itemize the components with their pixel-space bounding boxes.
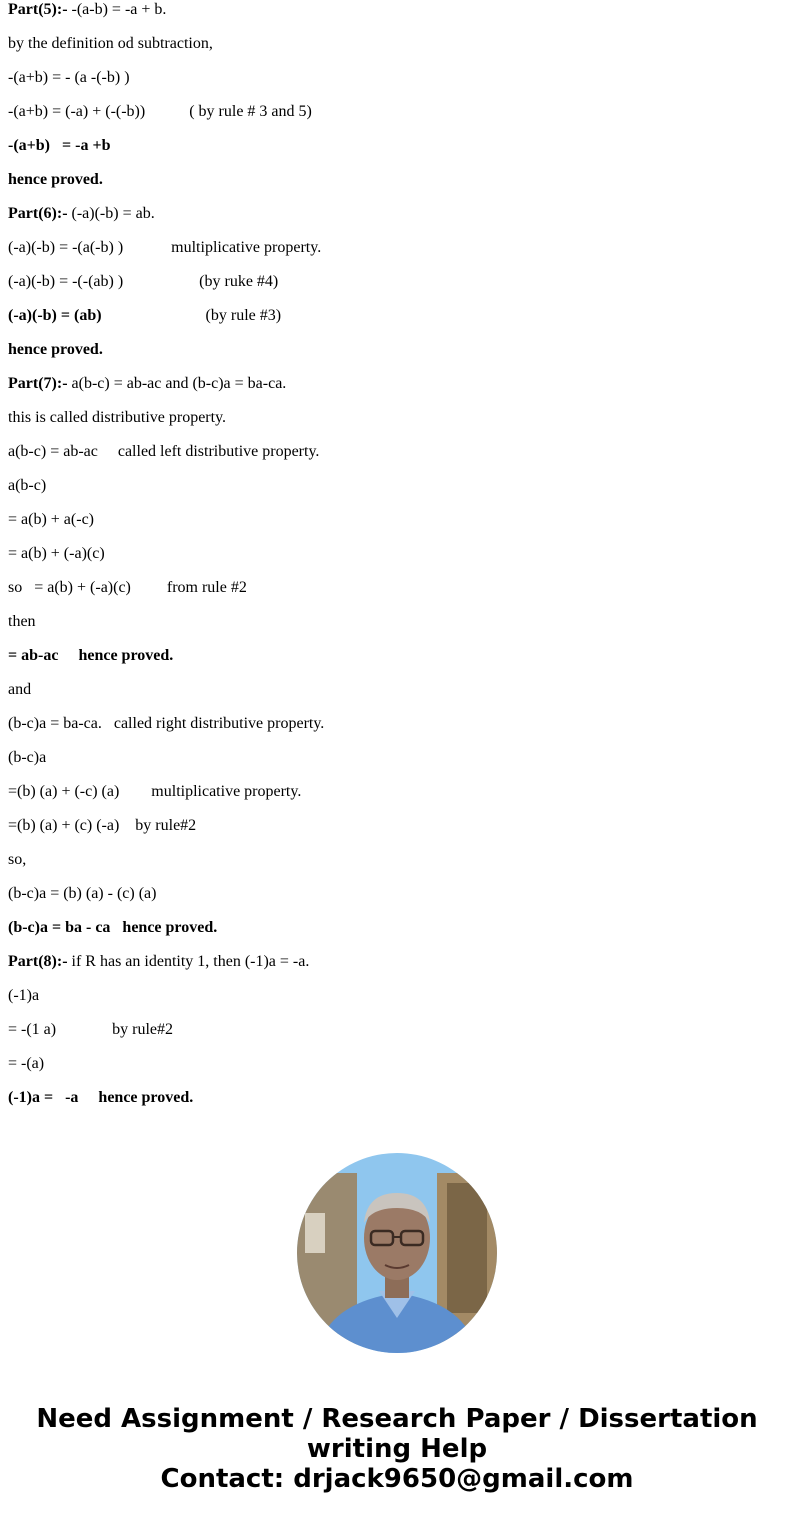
proof-line (8, 136, 768, 170)
proof-line (8, 272, 768, 306)
line-text: = -(a) (8, 1055, 45, 1072)
bold-text: Part(5):- (8, 1, 68, 18)
footer-line-2: writing Help (306, 1434, 488, 1464)
line-text: by the definition od subtraction, (8, 35, 213, 52)
proof-line (8, 748, 768, 782)
bold-text: Part(6):- (8, 205, 68, 222)
proof-line (8, 102, 768, 136)
proof-line (8, 646, 768, 680)
proof-line (8, 782, 768, 816)
line-text: a(b-c) (8, 477, 47, 494)
proof-line (8, 544, 768, 578)
proof-line (8, 918, 768, 952)
line-text: = a(b) + (-a)(c) (8, 545, 105, 562)
proof-line (8, 816, 768, 850)
footer-line-3: Contact: drjack9650@gmail.com (160, 1464, 634, 1494)
line-text: a(b-c) = ab-ac called left distributive property. (8, 443, 320, 460)
line-text: (-a)(-b) = -(-(ab) ) (by ruke #4) (8, 273, 279, 290)
line-text: (-a)(-b) = ab. (67, 205, 155, 222)
line-text: (-a)(-b) = -(a(-b) ) multiplicative property. (8, 239, 322, 256)
bold-text: hence proved. (8, 171, 103, 188)
proof-line (8, 476, 768, 510)
bold-text: (-1)a = -a hence proved. (8, 1089, 194, 1106)
proof-line (8, 1054, 768, 1088)
proof-line (8, 340, 768, 374)
bold-text: (-a)(-b) = (ab) (8, 307, 102, 324)
proof-line (8, 238, 768, 272)
line-text: then (8, 613, 36, 630)
bold-text: Part(8):- (8, 953, 68, 970)
bold-text: Part(7):- (8, 375, 68, 392)
footer-line-1: Need Assignment / Research Paper / Dissertation (36, 1404, 758, 1434)
bold-text: = ab-ac hence proved. (8, 647, 174, 664)
proof-line (8, 612, 768, 646)
proof-line (8, 34, 768, 68)
proof-line (8, 680, 768, 714)
bold-text: -(a+b) = -a +b (8, 137, 111, 154)
line-text: if R has an identity 1, then (-1)a = -a. (67, 953, 310, 970)
proof-line (8, 204, 768, 238)
proof-line (8, 510, 768, 544)
person-portrait-icon (297, 1153, 497, 1353)
line-text: this is called distributive property. (8, 409, 227, 426)
proof-line (8, 714, 768, 748)
line-text: so, (8, 851, 27, 868)
proof-line (8, 0, 768, 34)
line-text: =(b) (a) + (c) (-a) by rule#2 (8, 817, 197, 834)
bold-text: (b-c)a = ba - ca hence proved. (8, 919, 218, 936)
proof-line (8, 170, 768, 204)
proof-line (8, 578, 768, 612)
proof-line (8, 986, 768, 1020)
line-text: -(a-b) = -a + b. (67, 1, 167, 18)
line-text: =(b) (a) + (-c) (a) multiplicative property. (8, 783, 302, 800)
proof-line (8, 408, 768, 442)
line-text: (b-c)a = ba-ca. called right distributive property. (8, 715, 325, 732)
proof-line (8, 442, 768, 476)
line-text: -(a+b) = (-a) + (-(-b)) ( by rule # 3 and 5) (8, 103, 312, 120)
proof-line (8, 374, 768, 408)
document-body (8, 0, 768, 1122)
line-text: and (8, 681, 32, 698)
proof-line (8, 884, 768, 918)
line-text: so = a(b) + (-a)(c) from rule #2 (8, 579, 247, 596)
proof-line (8, 306, 768, 340)
proof-line (8, 850, 768, 884)
proof-line (8, 1020, 768, 1054)
author-photo (297, 1153, 497, 1353)
line-text: a(b-c) = ab-ac and (b-c)a = ba-ca. (67, 375, 287, 392)
footer-banner (0, 1404, 794, 1494)
proof-line (8, 68, 768, 102)
line-text: (-1)a (8, 987, 40, 1004)
bold-text: hence proved. (8, 341, 103, 358)
line-text: = a(b) + a(-c) (8, 511, 94, 528)
line-text: -(a+b) = - (a -(-b) ) (8, 69, 130, 86)
line-text: (b-c)a = (b) (a) - (c) (a) (8, 885, 157, 902)
proof-line (8, 1088, 768, 1122)
proof-line (8, 952, 768, 986)
line-text: (by rule #3) (101, 307, 282, 324)
line-text: (b-c)a (8, 749, 47, 766)
line-text: = -(1 a) by rule#2 (8, 1021, 173, 1038)
